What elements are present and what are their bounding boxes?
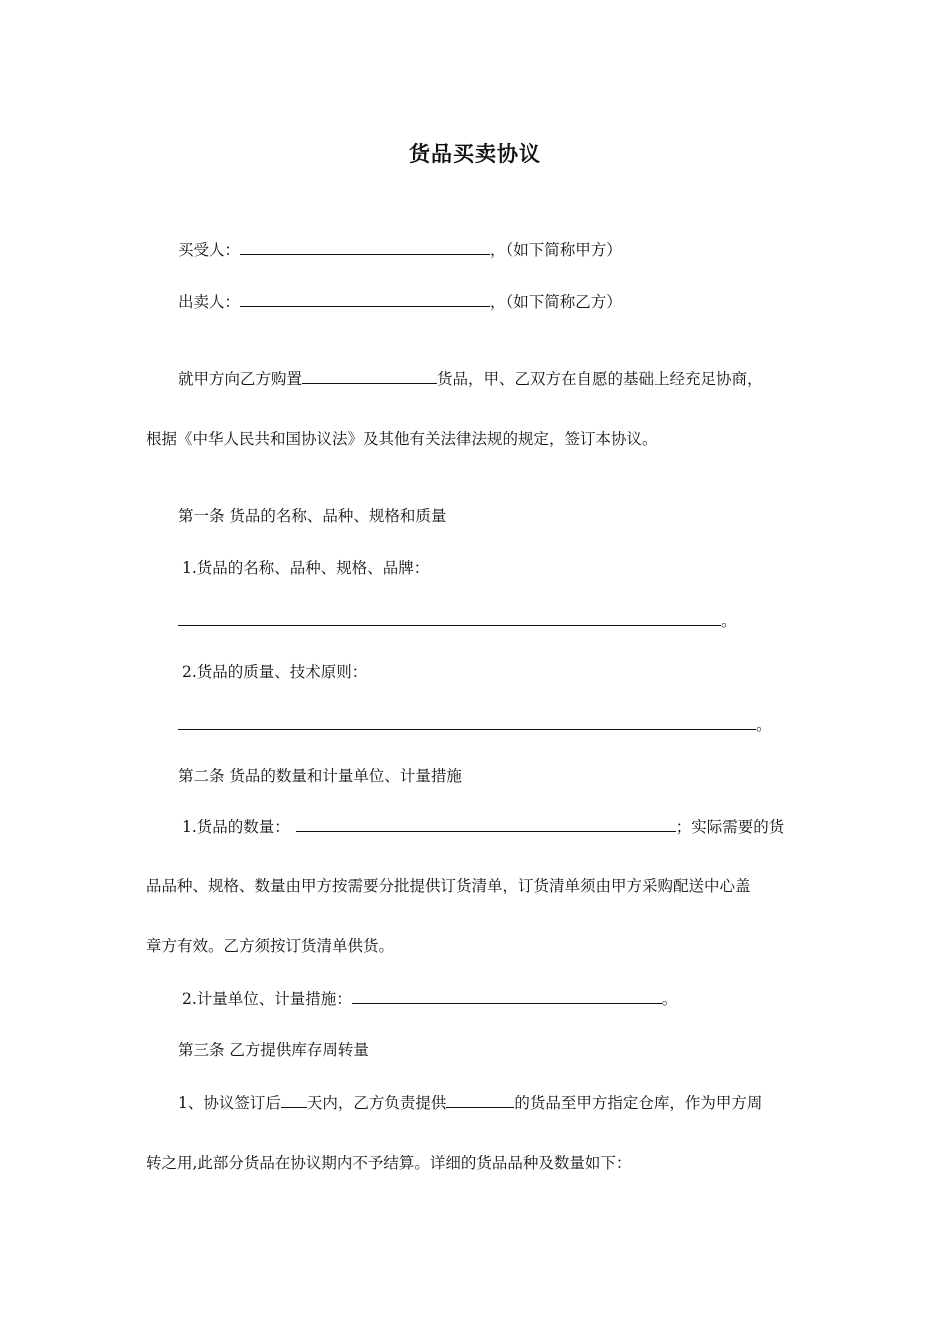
article-3-item-1-line-2: 转之用,此部分货品在协议期内不予结算。详细的货品品种及数量如下：	[146, 1154, 632, 1172]
article-2-item-1-label: 1.货品的数量：	[182, 818, 290, 836]
document-title: 货品买卖协议	[409, 141, 541, 166]
buyer-label: 买受人：	[178, 241, 241, 259]
article-1-heading: 第一条 货品的名称、品种、规格和质量	[178, 507, 447, 525]
intro-text-b: 货品，甲、乙双方在自愿的基础上经充足协商，	[437, 370, 763, 388]
article-2-item-1-rest: ；实际需要的货	[675, 818, 785, 836]
article-2-item-2-label: 2.计量单位、计量措施：	[182, 990, 352, 1008]
buyer-blank[interactable]	[240, 239, 490, 255]
quantity-blank[interactable]	[296, 816, 676, 832]
intro-line-2: 根据《中华人民共和国协议法》及其他有关法律法规的规定，签订本协议。	[146, 430, 658, 448]
buyer-line	[178, 239, 622, 260]
article-2-item-1-line-2: 品品种、规格、数量由甲方按需要分批提供订货清单，订货清单须由甲方采购配送中心盖	[146, 877, 751, 895]
seller-line	[178, 291, 622, 312]
period: 。	[661, 990, 678, 1008]
article-1-item-1: 1.货品的名称、品种、规格、品牌：	[182, 559, 430, 577]
seller-blank[interactable]	[240, 291, 490, 307]
article-1-item-2: 2.货品的质量、技术原则：	[182, 663, 368, 681]
buyer-suffix: ，（如下简称甲方）	[490, 241, 622, 259]
article-3-item-1	[178, 1092, 762, 1113]
period: 。	[756, 716, 772, 734]
quality-blank[interactable]	[178, 714, 756, 730]
article-1-item-1-fill	[178, 610, 737, 631]
article-1-item-2-fill	[178, 714, 772, 735]
article-2-item-1	[182, 816, 784, 837]
measure-method-blank[interactable]	[352, 988, 662, 1004]
stock-amount-blank[interactable]	[446, 1092, 514, 1108]
article-3-heading: 第三条 乙方提供库存周转量	[178, 1041, 369, 1059]
goods-blank[interactable]	[302, 368, 437, 384]
article-2-item-1-line-3: 章方有效。乙方须按订货清单供货。	[146, 937, 395, 955]
intro-text-a: 就甲方向乙方购置	[178, 370, 303, 388]
article-3-item-1-c: 的货品至甲方指定仓库，作为甲方周	[514, 1094, 763, 1112]
seller-label: 出卖人：	[178, 293, 241, 311]
article-3-item-1-b: 天内，乙方负责提供	[306, 1094, 447, 1112]
seller-suffix: ，（如下简称乙方）	[490, 293, 622, 311]
article-2-heading: 第二条 货品的数量和计量单位、计量措施	[178, 767, 462, 785]
article-2-item-2	[182, 988, 677, 1009]
article-3-item-1-a: 1、协议签订后	[178, 1094, 281, 1112]
name-spec-blank[interactable]	[178, 610, 721, 626]
period: 。	[721, 612, 737, 630]
intro-line-1	[178, 368, 763, 389]
days-blank[interactable]	[281, 1092, 307, 1108]
